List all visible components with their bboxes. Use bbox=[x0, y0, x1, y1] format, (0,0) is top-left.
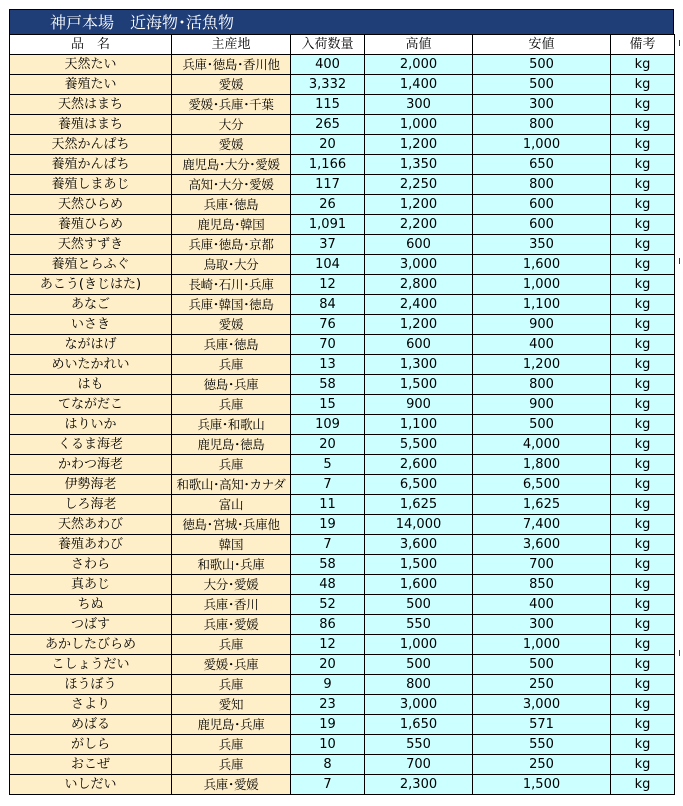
low-price-cell: 1,200 bbox=[473, 355, 611, 375]
table-row bbox=[10, 295, 675, 315]
low-price-cell: 600 bbox=[473, 195, 611, 215]
low-price-cell: 1,000 bbox=[473, 275, 611, 295]
remarks-cell: kg bbox=[611, 235, 675, 255]
high-price-cell: 2,300 bbox=[365, 775, 473, 795]
quantity-cell: 26 bbox=[291, 195, 365, 215]
sheet-title: 神戸本場 近海物･活魚物 bbox=[9, 9, 674, 34]
table-row bbox=[10, 415, 675, 435]
origin-cell: 鹿児島･韓国 bbox=[172, 215, 291, 235]
quantity-cell: 400 bbox=[291, 55, 365, 75]
quantity-cell: 86 bbox=[291, 615, 365, 635]
low-price-cell: 800 bbox=[473, 175, 611, 195]
low-price-cell: 3,600 bbox=[473, 535, 611, 555]
high-price-cell: 3,000 bbox=[365, 695, 473, 715]
high-price-cell: 3,600 bbox=[365, 535, 473, 555]
quantity-cell: 12 bbox=[291, 635, 365, 655]
item-name-cell: いしだい bbox=[10, 775, 172, 795]
item-name-cell: 天然ひらめ bbox=[10, 195, 172, 215]
table-row bbox=[10, 735, 675, 755]
remarks-cell: kg bbox=[611, 735, 675, 755]
header-name: 品 名 bbox=[10, 35, 172, 55]
table-row bbox=[10, 535, 675, 555]
low-price-cell: 600 bbox=[473, 215, 611, 235]
item-name-cell: くるま海老 bbox=[10, 435, 172, 455]
high-price-cell: 1,200 bbox=[365, 315, 473, 335]
table-row bbox=[10, 275, 675, 295]
table-row bbox=[10, 375, 675, 395]
low-price-cell: 400 bbox=[473, 595, 611, 615]
item-name-cell: あこう(きじはた) bbox=[10, 275, 172, 295]
low-price-cell: 250 bbox=[473, 675, 611, 695]
item-name-cell: こしょうだい bbox=[10, 655, 172, 675]
origin-cell: 兵庫･徳島･香川他 bbox=[172, 55, 291, 75]
table-row bbox=[10, 235, 675, 255]
item-name-cell: はも bbox=[10, 375, 172, 395]
low-price-cell: 650 bbox=[473, 155, 611, 175]
item-name-cell: 真あじ bbox=[10, 575, 172, 595]
remarks-cell: kg bbox=[611, 335, 675, 355]
remarks-cell: kg bbox=[611, 775, 675, 795]
quantity-cell: 7 bbox=[291, 535, 365, 555]
quantity-cell: 58 bbox=[291, 375, 365, 395]
low-price-cell: 800 bbox=[473, 115, 611, 135]
table-row bbox=[10, 315, 675, 335]
table-row bbox=[10, 195, 675, 215]
table-row bbox=[10, 515, 675, 535]
origin-cell: 愛媛 bbox=[172, 135, 291, 155]
origin-cell: 兵庫 bbox=[172, 735, 291, 755]
low-price-cell: 350 bbox=[473, 235, 611, 255]
remarks-cell: kg bbox=[611, 175, 675, 195]
low-price-cell: 1,500 bbox=[473, 775, 611, 795]
remarks-cell: kg bbox=[611, 315, 675, 335]
low-price-cell: 300 bbox=[473, 95, 611, 115]
remarks-cell: kg bbox=[611, 295, 675, 315]
item-name-cell: 伊勢海老 bbox=[10, 475, 172, 495]
high-price-cell: 700 bbox=[365, 755, 473, 775]
table-row bbox=[10, 435, 675, 455]
origin-cell: 兵庫･徳島･京都 bbox=[172, 235, 291, 255]
remarks-cell: kg bbox=[611, 115, 675, 135]
low-price-cell: 1,100 bbox=[473, 295, 611, 315]
low-price-cell: 1,800 bbox=[473, 455, 611, 475]
quantity-cell: 115 bbox=[291, 95, 365, 115]
table-row bbox=[10, 135, 675, 155]
item-name-cell: がしら bbox=[10, 735, 172, 755]
remarks-cell: kg bbox=[611, 595, 675, 615]
quantity-cell: 37 bbox=[291, 235, 365, 255]
remarks-cell: kg bbox=[611, 755, 675, 775]
low-price-cell: 500 bbox=[473, 55, 611, 75]
item-name-cell: 養殖はまち bbox=[10, 115, 172, 135]
item-name-cell: いさき bbox=[10, 315, 172, 335]
table-row bbox=[10, 155, 675, 175]
origin-cell: 長崎･石川･兵庫 bbox=[172, 275, 291, 295]
item-name-cell: おこぜ bbox=[10, 755, 172, 775]
remarks-cell: kg bbox=[611, 475, 675, 495]
origin-cell: 兵庫 bbox=[172, 395, 291, 415]
high-price-cell: 1,350 bbox=[365, 155, 473, 175]
table-row bbox=[10, 75, 675, 95]
remarks-cell: kg bbox=[611, 255, 675, 275]
remarks-cell: kg bbox=[611, 355, 675, 375]
quantity-cell: 12 bbox=[291, 275, 365, 295]
table-row bbox=[10, 675, 675, 695]
low-price-cell: 300 bbox=[473, 615, 611, 635]
item-name-cell: かわつ海老 bbox=[10, 455, 172, 475]
remarks-cell: kg bbox=[611, 435, 675, 455]
table-row bbox=[10, 695, 675, 715]
table-row bbox=[10, 355, 675, 375]
quantity-cell: 5 bbox=[291, 455, 365, 475]
remarks-cell: kg bbox=[611, 715, 675, 735]
remarks-cell: kg bbox=[611, 455, 675, 475]
origin-cell: 兵庫･徳島 bbox=[172, 195, 291, 215]
item-name-cell: ちぬ bbox=[10, 595, 172, 615]
low-price-cell: 571 bbox=[473, 715, 611, 735]
item-name-cell: 養殖しまあじ bbox=[10, 175, 172, 195]
high-price-cell: 1,500 bbox=[365, 375, 473, 395]
origin-cell: 兵庫･和歌山 bbox=[172, 415, 291, 435]
header-row bbox=[10, 35, 675, 55]
quantity-cell: 109 bbox=[291, 415, 365, 435]
high-price-cell: 2,200 bbox=[365, 215, 473, 235]
low-price-cell: 400 bbox=[473, 335, 611, 355]
item-name-cell: 天然かんぱち bbox=[10, 135, 172, 155]
table-row bbox=[10, 175, 675, 195]
high-price-cell: 2,800 bbox=[365, 275, 473, 295]
table-row bbox=[10, 575, 675, 595]
origin-cell: 鳥取･大分 bbox=[172, 255, 291, 275]
high-price-cell: 2,600 bbox=[365, 455, 473, 475]
item-name-cell: さわら bbox=[10, 555, 172, 575]
table-row bbox=[10, 495, 675, 515]
quantity-cell: 20 bbox=[291, 435, 365, 455]
high-price-cell: 550 bbox=[365, 615, 473, 635]
quantity-cell: 7 bbox=[291, 775, 365, 795]
table-row bbox=[10, 595, 675, 615]
quantity-cell: 9 bbox=[291, 675, 365, 695]
low-price-cell: 250 bbox=[473, 755, 611, 775]
high-price-cell: 14,000 bbox=[365, 515, 473, 535]
origin-cell: 兵庫･徳島 bbox=[172, 335, 291, 355]
remarks-cell: kg bbox=[611, 575, 675, 595]
quantity-cell: 84 bbox=[291, 295, 365, 315]
item-name-cell: 天然たい bbox=[10, 55, 172, 75]
price-table bbox=[9, 34, 675, 795]
item-name-cell: 天然すずき bbox=[10, 235, 172, 255]
table-row bbox=[10, 455, 675, 475]
remarks-cell: kg bbox=[611, 535, 675, 555]
high-price-cell: 1,600 bbox=[365, 575, 473, 595]
quantity-cell: 1,091 bbox=[291, 215, 365, 235]
remarks-cell: kg bbox=[611, 555, 675, 575]
quantity-cell: 70 bbox=[291, 335, 365, 355]
header-origin: 主産地 bbox=[172, 35, 291, 55]
high-price-cell: 1,625 bbox=[365, 495, 473, 515]
quantity-cell: 265 bbox=[291, 115, 365, 135]
remarks-cell: kg bbox=[611, 655, 675, 675]
high-price-cell: 6,500 bbox=[365, 475, 473, 495]
origin-cell: 徳島･宮城･兵庫他 bbox=[172, 515, 291, 535]
remarks-cell: kg bbox=[611, 675, 675, 695]
edge-mark bbox=[679, 40, 680, 46]
low-price-cell: 500 bbox=[473, 655, 611, 675]
quantity-cell: 15 bbox=[291, 395, 365, 415]
table-row bbox=[10, 395, 675, 415]
quantity-cell: 104 bbox=[291, 255, 365, 275]
table-row bbox=[10, 755, 675, 775]
high-price-cell: 1,650 bbox=[365, 715, 473, 735]
price-sheet bbox=[9, 9, 674, 795]
item-name-cell: つばす bbox=[10, 615, 172, 635]
low-price-cell: 3,000 bbox=[473, 695, 611, 715]
quantity-cell: 20 bbox=[291, 135, 365, 155]
table-row bbox=[10, 95, 675, 115]
origin-cell: 大分･愛媛 bbox=[172, 575, 291, 595]
low-price-cell: 1,625 bbox=[473, 495, 611, 515]
quantity-cell: 8 bbox=[291, 755, 365, 775]
origin-cell: 兵庫 bbox=[172, 755, 291, 775]
origin-cell: 鹿児島･大分･愛媛 bbox=[172, 155, 291, 175]
remarks-cell: kg bbox=[611, 495, 675, 515]
low-price-cell: 900 bbox=[473, 315, 611, 335]
header-low-price: 安値 bbox=[473, 35, 611, 55]
origin-cell: 愛媛 bbox=[172, 75, 291, 95]
low-price-cell: 500 bbox=[473, 415, 611, 435]
remarks-cell: kg bbox=[611, 195, 675, 215]
edge-mark bbox=[679, 650, 680, 656]
remarks-cell: kg bbox=[611, 415, 675, 435]
origin-cell: 富山 bbox=[172, 495, 291, 515]
remarks-cell: kg bbox=[611, 515, 675, 535]
low-price-cell: 700 bbox=[473, 555, 611, 575]
item-name-cell: さより bbox=[10, 695, 172, 715]
table-row bbox=[10, 475, 675, 495]
low-price-cell: 500 bbox=[473, 75, 611, 95]
quantity-cell: 23 bbox=[291, 695, 365, 715]
low-price-cell: 7,400 bbox=[473, 515, 611, 535]
low-price-cell: 1,000 bbox=[473, 135, 611, 155]
item-name-cell: ほうぼう bbox=[10, 675, 172, 695]
origin-cell: 兵庫 bbox=[172, 635, 291, 655]
table-row bbox=[10, 655, 675, 675]
remarks-cell: kg bbox=[611, 155, 675, 175]
item-name-cell: あかしたびらめ bbox=[10, 635, 172, 655]
item-name-cell: ながはげ bbox=[10, 335, 172, 355]
item-name-cell: 養殖たい bbox=[10, 75, 172, 95]
remarks-cell: kg bbox=[611, 275, 675, 295]
remarks-cell: kg bbox=[611, 615, 675, 635]
origin-cell: 鹿児島･徳島 bbox=[172, 435, 291, 455]
remarks-cell: kg bbox=[611, 95, 675, 115]
quantity-cell: 52 bbox=[291, 595, 365, 615]
low-price-cell: 550 bbox=[473, 735, 611, 755]
header-remarks: 備考 bbox=[611, 35, 675, 55]
origin-cell: 韓国 bbox=[172, 535, 291, 555]
item-name-cell: 養殖かんぱち bbox=[10, 155, 172, 175]
low-price-cell: 850 bbox=[473, 575, 611, 595]
origin-cell: 高知･大分･愛媛 bbox=[172, 175, 291, 195]
high-price-cell: 1,200 bbox=[365, 135, 473, 155]
low-price-cell: 900 bbox=[473, 395, 611, 415]
table-row bbox=[10, 55, 675, 75]
low-price-cell: 1,600 bbox=[473, 255, 611, 275]
quantity-cell: 48 bbox=[291, 575, 365, 595]
origin-cell: 兵庫･愛媛 bbox=[172, 775, 291, 795]
remarks-cell: kg bbox=[611, 135, 675, 155]
edge-mark bbox=[679, 258, 680, 264]
high-price-cell: 1,500 bbox=[365, 555, 473, 575]
high-price-cell: 1,000 bbox=[365, 115, 473, 135]
table-row bbox=[10, 115, 675, 135]
high-price-cell: 1,000 bbox=[365, 635, 473, 655]
origin-cell: 兵庫･韓国･徳島 bbox=[172, 295, 291, 315]
high-price-cell: 1,200 bbox=[365, 195, 473, 215]
origin-cell: 和歌山･高知･カナダ bbox=[172, 475, 291, 495]
high-price-cell: 1,300 bbox=[365, 355, 473, 375]
quantity-cell: 76 bbox=[291, 315, 365, 335]
table-row bbox=[10, 635, 675, 655]
table-row bbox=[10, 255, 675, 275]
item-name-cell: 養殖あわび bbox=[10, 535, 172, 555]
high-price-cell: 500 bbox=[365, 595, 473, 615]
remarks-cell: kg bbox=[611, 215, 675, 235]
table-row bbox=[10, 615, 675, 635]
quantity-cell: 13 bbox=[291, 355, 365, 375]
origin-cell: 兵庫 bbox=[172, 675, 291, 695]
origin-cell: 愛媛 bbox=[172, 315, 291, 335]
high-price-cell: 1,400 bbox=[365, 75, 473, 95]
origin-cell: 鹿児島･兵庫 bbox=[172, 715, 291, 735]
item-name-cell: てながだこ bbox=[10, 395, 172, 415]
table-row bbox=[10, 715, 675, 735]
table-row bbox=[10, 555, 675, 575]
item-name-cell: 養殖とらふぐ bbox=[10, 255, 172, 275]
high-price-cell: 600 bbox=[365, 235, 473, 255]
remarks-cell: kg bbox=[611, 375, 675, 395]
item-name-cell: 天然あわび bbox=[10, 515, 172, 535]
quantity-cell: 19 bbox=[291, 715, 365, 735]
high-price-cell: 3,000 bbox=[365, 255, 473, 275]
quantity-cell: 1,166 bbox=[291, 155, 365, 175]
high-price-cell: 600 bbox=[365, 335, 473, 355]
header-high-price: 高値 bbox=[365, 35, 473, 55]
quantity-cell: 58 bbox=[291, 555, 365, 575]
origin-cell: 和歌山･兵庫 bbox=[172, 555, 291, 575]
quantity-cell: 20 bbox=[291, 655, 365, 675]
item-name-cell: めばる bbox=[10, 715, 172, 735]
item-name-cell: あなご bbox=[10, 295, 172, 315]
high-price-cell: 500 bbox=[365, 655, 473, 675]
high-price-cell: 2,400 bbox=[365, 295, 473, 315]
origin-cell: 大分 bbox=[172, 115, 291, 135]
remarks-cell: kg bbox=[611, 635, 675, 655]
high-price-cell: 1,100 bbox=[365, 415, 473, 435]
quantity-cell: 7 bbox=[291, 475, 365, 495]
origin-cell: 愛媛･兵庫･千葉 bbox=[172, 95, 291, 115]
high-price-cell: 800 bbox=[365, 675, 473, 695]
origin-cell: 徳島･兵庫 bbox=[172, 375, 291, 395]
quantity-cell: 19 bbox=[291, 515, 365, 535]
low-price-cell: 800 bbox=[473, 375, 611, 395]
high-price-cell: 5,500 bbox=[365, 435, 473, 455]
item-name-cell: しろ海老 bbox=[10, 495, 172, 515]
item-name-cell: はりいか bbox=[10, 415, 172, 435]
high-price-cell: 2,250 bbox=[365, 175, 473, 195]
header-quantity: 入荷数量 bbox=[291, 35, 365, 55]
origin-cell: 愛媛･兵庫 bbox=[172, 655, 291, 675]
origin-cell: 兵庫･愛媛 bbox=[172, 615, 291, 635]
remarks-cell: kg bbox=[611, 395, 675, 415]
table-row bbox=[10, 215, 675, 235]
high-price-cell: 2,000 bbox=[365, 55, 473, 75]
high-price-cell: 300 bbox=[365, 95, 473, 115]
quantity-cell: 11 bbox=[291, 495, 365, 515]
remarks-cell: kg bbox=[611, 695, 675, 715]
high-price-cell: 900 bbox=[365, 395, 473, 415]
origin-cell: 兵庫 bbox=[172, 455, 291, 475]
item-name-cell: 天然はまち bbox=[10, 95, 172, 115]
item-name-cell: めいたかれい bbox=[10, 355, 172, 375]
low-price-cell: 6,500 bbox=[473, 475, 611, 495]
high-price-cell: 550 bbox=[365, 735, 473, 755]
quantity-cell: 10 bbox=[291, 735, 365, 755]
quantity-cell: 117 bbox=[291, 175, 365, 195]
remarks-cell: kg bbox=[611, 55, 675, 75]
item-name-cell: 養殖ひらめ bbox=[10, 215, 172, 235]
table-row bbox=[10, 775, 675, 795]
low-price-cell: 1,000 bbox=[473, 635, 611, 655]
table-row bbox=[10, 335, 675, 355]
origin-cell: 兵庫 bbox=[172, 355, 291, 375]
quantity-cell: 3,332 bbox=[291, 75, 365, 95]
origin-cell: 兵庫･香川 bbox=[172, 595, 291, 615]
origin-cell: 愛知 bbox=[172, 695, 291, 715]
low-price-cell: 4,000 bbox=[473, 435, 611, 455]
remarks-cell: kg bbox=[611, 75, 675, 95]
